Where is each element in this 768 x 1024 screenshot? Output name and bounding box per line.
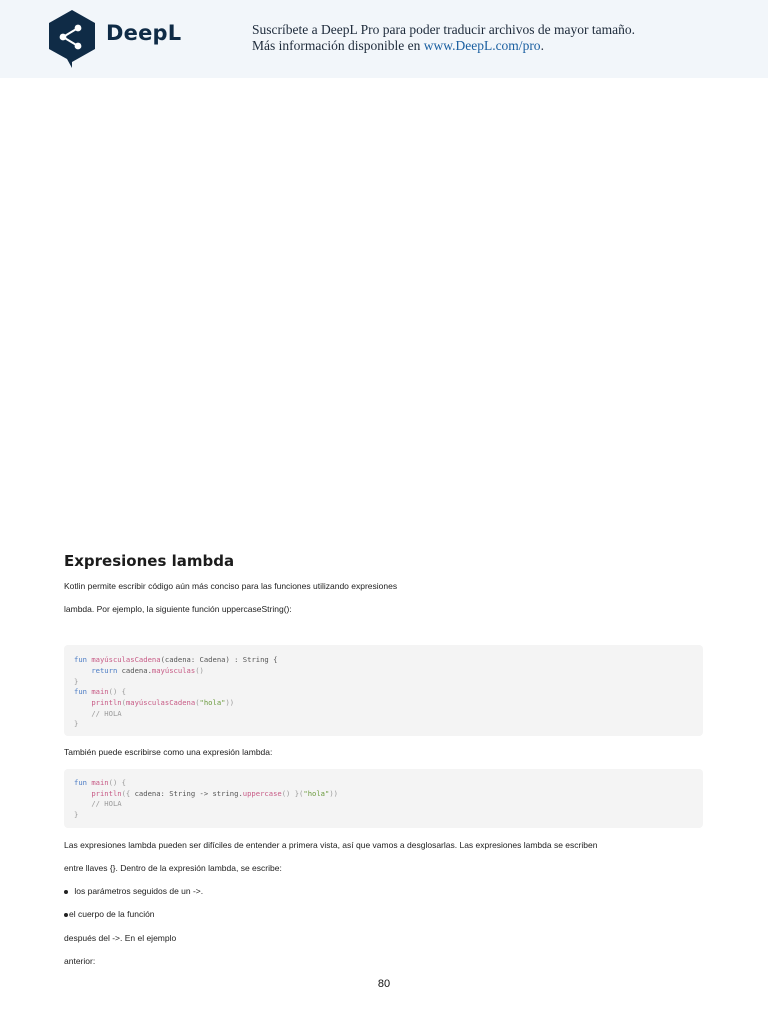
after-line-1: después del ->. En el ejemplo xyxy=(64,933,177,943)
code1-line-7: } xyxy=(74,719,79,728)
code1-l5-function-2: mayúsculasCadena xyxy=(125,698,196,707)
code1-l5-string: "hola" xyxy=(199,698,226,707)
code1-l5-open: ( xyxy=(195,698,200,707)
code1-line-1 xyxy=(74,655,277,664)
code1-l4-rest: () { xyxy=(108,687,126,696)
code2-l2-a: ({ xyxy=(121,789,135,798)
banner-line-2-prefix: Más información disponible en xyxy=(252,37,424,53)
intro-line-1: Kotlin permite escribir código aún más conciso para las funciones utilizando expresiones xyxy=(64,581,398,591)
code2-l2-function: println xyxy=(91,789,122,798)
code1-line-4 xyxy=(74,687,126,696)
code1-l2-rest: () xyxy=(195,666,204,675)
bullet-item-1 xyxy=(64,886,203,896)
code1-line-3: } xyxy=(74,677,79,686)
deepl-banner xyxy=(0,0,768,78)
code2-l2-c: () }( xyxy=(281,789,304,798)
code1-l1-function: mayúsculasCadena xyxy=(91,655,161,664)
code1-line-5 xyxy=(74,698,234,707)
deepl-logo-icon xyxy=(47,9,97,69)
code2-l2-d: )) xyxy=(329,789,338,798)
deepl-pro-link[interactable]: www.DeepL.com/pro xyxy=(423,37,541,53)
code2-l2-string: "hola" xyxy=(303,789,330,798)
middle-text: También puede escribirse como una expresión lambda: xyxy=(64,747,273,757)
banner-line-2 xyxy=(252,38,635,54)
explain-line-2: entre llaves {}. Dentro de la expresión lambda, se escribe: xyxy=(64,863,282,873)
banner-message xyxy=(252,22,635,53)
code2-line-1 xyxy=(74,778,126,787)
code1-l1-keyword: fun xyxy=(74,655,87,664)
code1-l6-comment: // HOLA xyxy=(91,709,122,718)
code1-l4-keyword: fun xyxy=(74,687,87,696)
code-block-2 xyxy=(64,769,703,828)
code2-l2-function-2: uppercase xyxy=(242,789,282,798)
code2-line-4: } xyxy=(74,810,79,819)
code1-l4-function: main xyxy=(91,687,109,696)
explain-line-1: Las expresiones lambda pueden ser difíciles de entender a primera vista, así que vamos a desglosarlas. Las expresiones lambda se escriben xyxy=(64,840,598,850)
code-block-1 xyxy=(64,645,703,736)
code1-line-2 xyxy=(74,666,204,675)
code2-line-3 xyxy=(74,799,122,808)
section-heading: Expresiones lambda xyxy=(64,552,235,570)
code1-l1-rest: : String { xyxy=(229,655,278,664)
bullet-item-2 xyxy=(64,909,155,919)
code1-l5-mid: ( xyxy=(121,698,126,707)
code1-l2-object: cadena. xyxy=(117,666,152,675)
code1-line-6 xyxy=(74,709,122,718)
code1-l2-function: mayúsculas xyxy=(151,666,196,675)
bullet-dot-icon xyxy=(64,890,68,894)
after-line-2: anterior: xyxy=(64,956,96,966)
banner-line-2-suffix: . xyxy=(540,37,544,53)
code1-l5-function: println xyxy=(91,698,122,707)
bullet-item-2-text: el cuerpo de la función xyxy=(69,909,155,919)
code2-line-2 xyxy=(74,789,338,798)
banner-line-1: Suscríbete a DeepL Pro para poder traducir archivos de mayor tamaño. xyxy=(252,22,635,37)
code2-l2-b: cadena: String -> string. xyxy=(134,789,243,798)
intro-line-2: lambda. Por ejemplo, la siguiente función uppercaseString(): xyxy=(64,604,292,614)
bullet-dot-icon xyxy=(64,913,68,917)
code2-l1-keyword: fun xyxy=(74,778,87,787)
code1-l2-keyword: return xyxy=(91,666,118,675)
page-number: 80 xyxy=(377,978,391,990)
code2-l1-function: main xyxy=(91,778,109,787)
code1-l5-close: )) xyxy=(225,698,235,707)
code2-l3-comment: // HOLA xyxy=(91,799,122,808)
bullet-item-1-text: los parámetros seguidos de un ->. xyxy=(74,886,204,896)
code1-l1-args: (cadena: Cadena) xyxy=(160,655,230,664)
code2-l1-rest: () { xyxy=(108,778,126,787)
deepl-logo-text: DeepL xyxy=(106,21,182,45)
